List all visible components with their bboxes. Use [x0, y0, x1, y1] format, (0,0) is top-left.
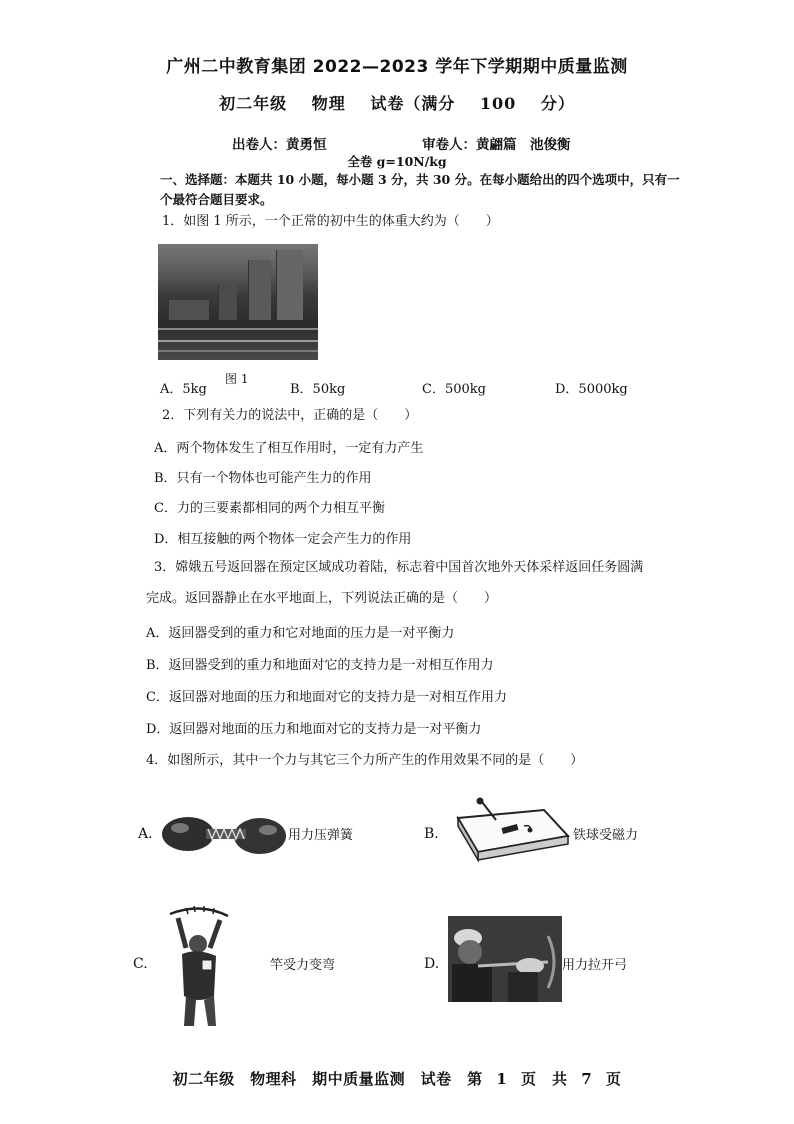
q4-stem: 4．如图所示，其中一个力与其它三个力所产生的作用效果不同的是（ ）: [146, 753, 584, 768]
subtitle-paper: 试卷（满分 100 分）: [370, 94, 575, 113]
q1-figure-photo: [158, 244, 318, 360]
q1-option-a: A．5kg: [160, 382, 207, 397]
q4-option-d-archer-image: [448, 916, 562, 1002]
q1-stem: 1．如图 1 所示，一个正常的初中生的体重大约为（ ）: [162, 214, 499, 229]
q4-option-b-magnet-image: [444, 796, 574, 862]
q2-option-b: B．只有一个物体也可能产生力的作用: [154, 471, 372, 486]
page-footer: 初二年级 物理科 期中质量监测 试卷 第 1 页 共 7 页: [172, 1070, 622, 1088]
q2-option-a: A．两个物体发生了相互作用时，一定有力产生: [154, 441, 424, 456]
subtitle-grade: 初二年级: [219, 94, 288, 113]
q1-option-c: C．500kg: [422, 382, 486, 397]
q3-stem-line1: 3．嫦娥五号返回器在预定区域成功着陆，标志着中国首次地外天体采样返回任务圆满: [154, 560, 644, 575]
q4-option-a-caption: 用力压弹簧: [288, 828, 354, 843]
q4-option-b-letter: B.: [424, 826, 439, 842]
q4-option-c-letter: C.: [133, 956, 148, 972]
q4-option-d-caption: 用力拉开弓: [562, 958, 628, 973]
q3-option-b: B．返回器受到的重力和地面对它的支持力是一对相互作用力: [146, 658, 494, 673]
exam-title: 广州二中教育集团 2022—2023 学年下学期期中质量监测: [166, 57, 628, 77]
q2-stem: 2．下列有关力的说法中，正确的是（ ）: [162, 408, 418, 423]
q1-option-b: B．50kg: [290, 382, 346, 397]
reviewer-line: 审卷人：黄翩篇 池俊衡: [422, 137, 571, 153]
subtitle-subject: 物理: [311, 94, 346, 113]
exam-subtitle: [0, 91, 794, 114]
q4-option-b-caption: 铁球受磁力: [573, 828, 639, 843]
g-value-note: 全卷 g=10N/kg: [347, 154, 447, 169]
q3-stem-line2: 完成。返回器静止在水平地面上，下列说法正确的是（ ）: [146, 591, 498, 606]
q3-option-c: C．返回器对地面的压力和地面对它的支持力是一对相互作用力: [146, 690, 507, 705]
q4-option-c-athlete-image: [164, 904, 234, 1028]
q2-option-c: C．力的三要素都相同的两个力相互平衡: [154, 501, 385, 516]
q1-option-d: D．5000kg: [555, 382, 628, 397]
q4-option-c-caption: 竿受力变弯: [270, 958, 336, 973]
q3-option-d: D．返回器对地面的压力和地面对它的支持力是一对平衡力: [146, 722, 482, 737]
q1-figure-caption: 图 1: [225, 372, 249, 386]
section-heading: 一、选择题：本题共 10 小题，每小题 3 分，共 30 分。在每小题给出的四个选项中，只有一个最符合题目要求。: [160, 172, 680, 207]
q4-option-d-letter: D.: [424, 956, 440, 972]
q3-option-a: A．返回器受到的重力和它对地面的压力是一对平衡力: [146, 626, 455, 641]
q4-option-a-letter: A.: [138, 826, 153, 842]
author-line: 出卷人：黄勇恒: [232, 137, 327, 153]
q4-option-a-spring-image: [160, 812, 288, 858]
q2-option-d: D．相互接触的两个物体一定会产生力的作用: [154, 532, 412, 547]
